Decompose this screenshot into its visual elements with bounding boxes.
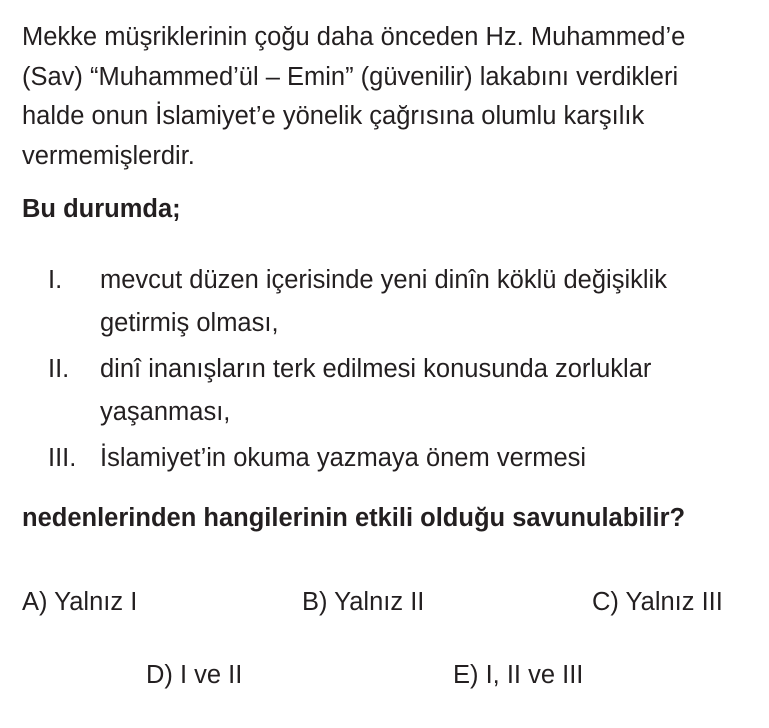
option-d[interactable]: D) I ve II — [146, 661, 243, 689]
statement-number: III. — [48, 444, 77, 472]
question-text: nedenlerinden hangilerinin etkili olduğu savunulabilir? — [22, 504, 686, 532]
statement-line: yaşanması, — [100, 398, 231, 426]
stem-line: (Sav) “Muhammed’ül – Emin” (güvenilir) lakabını verdikleri — [22, 62, 679, 91]
option-c[interactable]: C) Yalnız III — [592, 588, 723, 616]
stem-line: vermemişlerdir. — [22, 141, 195, 170]
statement-line: mevcut düzen içerisinde yeni dinîn köklü değişiklik — [100, 266, 667, 294]
statement-line: dinî inanışların terk edilmesi konusunda zorluklar — [100, 355, 652, 383]
question-stem — [22, 18, 757, 176]
stem-line: halde onun İslamiyet’e yönelik çağrısına olumlu karşılık — [22, 102, 645, 130]
statement-line: İslamiyet’in okuma yazmaya önem vermesi — [100, 444, 587, 472]
option-e[interactable]: E) I, II ve III — [453, 661, 584, 689]
option-b[interactable]: B) Yalnız II — [302, 588, 425, 616]
lead-text: Bu durumda; — [22, 195, 181, 223]
option-a[interactable]: A) Yalnız I — [22, 588, 138, 616]
statement-line: getirmiş olması, — [100, 309, 279, 337]
statement-text — [100, 437, 586, 480]
statement-number: II. — [48, 355, 70, 383]
statement-text — [100, 259, 667, 345]
statement-text — [100, 348, 651, 434]
stem-line: Mekke müşriklerinin çoğu daha önceden Hz. Muhammed’e — [22, 23, 686, 51]
statement-number: I. — [48, 266, 63, 294]
